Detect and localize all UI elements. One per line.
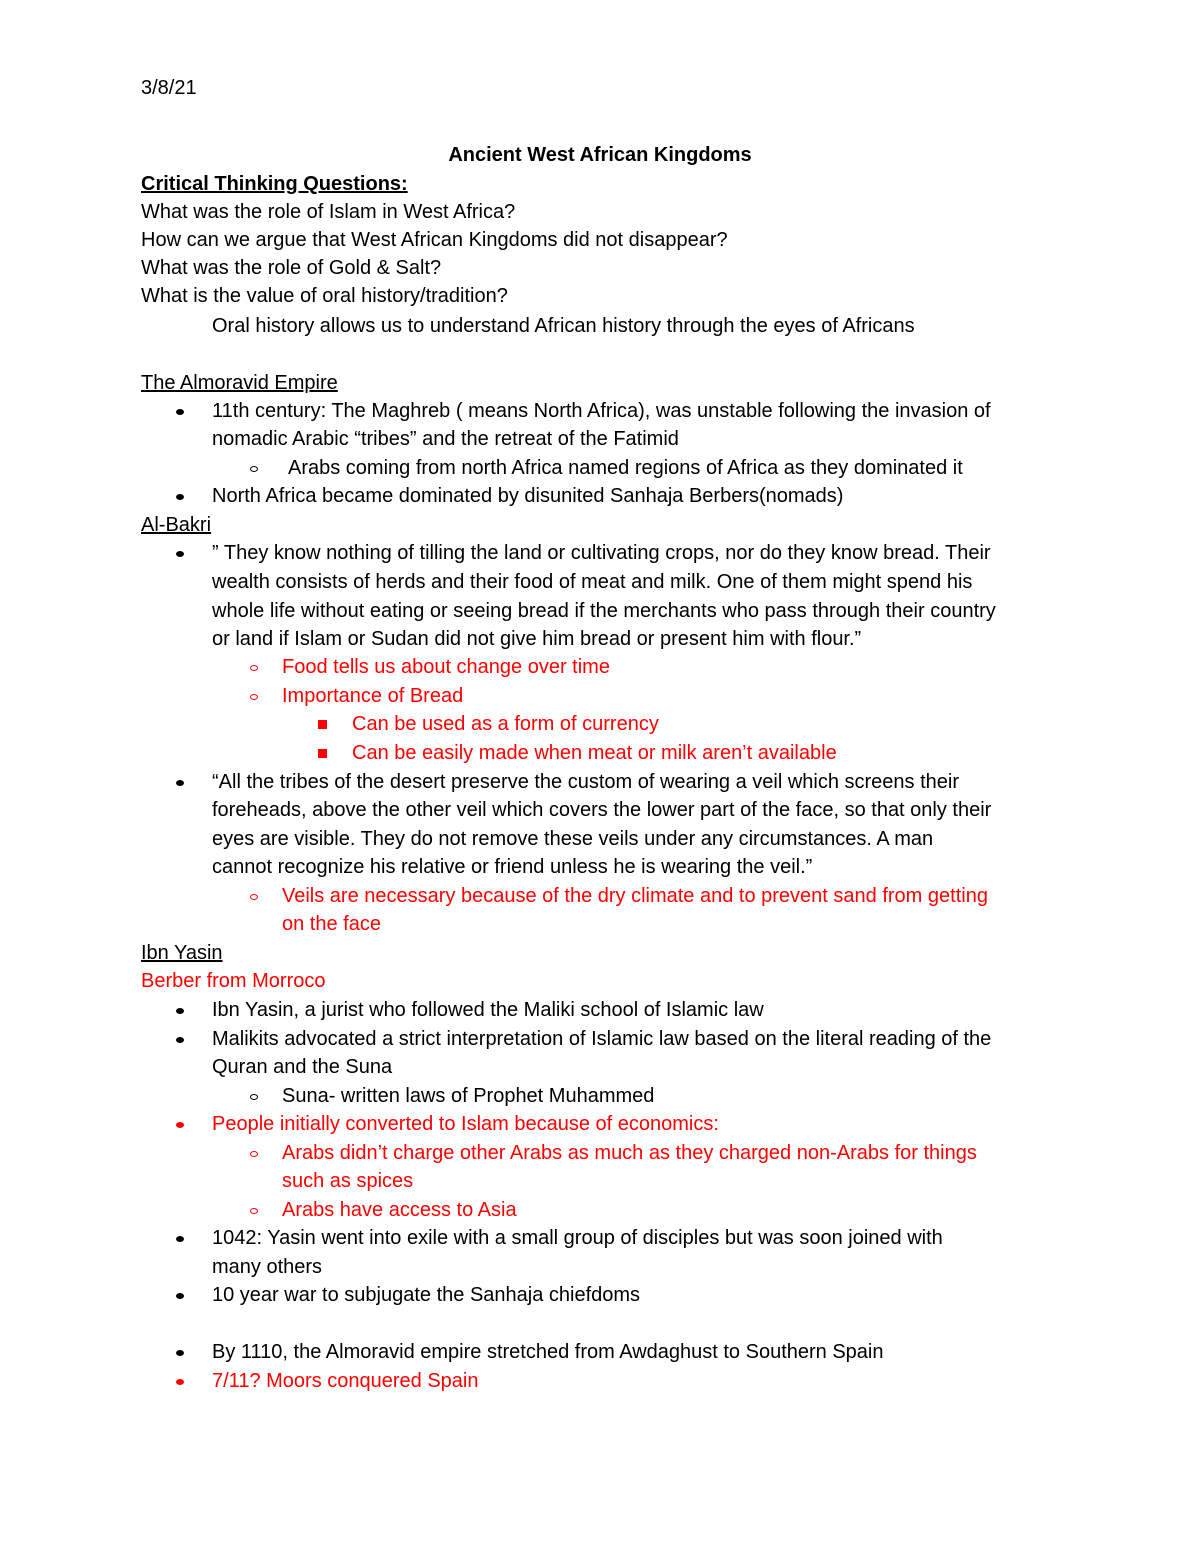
- almoravid-heading: The Almoravid Empire: [141, 372, 338, 394]
- bullet-disc-icon: [176, 551, 184, 557]
- quote-2-line-3: eyes are visible. They do not remove these veils under any circumstances. A man: [212, 828, 934, 850]
- ibnyasin-sub-arabs-charge-line-2: such as spices: [282, 1170, 414, 1192]
- note-bread: Importance of Bread: [282, 685, 464, 707]
- ibnyasin-bullet-6: By 1110, the Almoravid empire stretched from Awdaghust to Southern Spain: [212, 1341, 884, 1363]
- question-1: What was the role of Islam in West Africa?: [141, 201, 516, 223]
- quote-1-line-4: or land if Islam or Sudan did not give him bread or present him with flour.”: [212, 628, 862, 650]
- ibnyasin-sub-arabs-charge-line-1: Arabs didn’t charge other Arabs as much as they charged non-Arabs for things: [282, 1142, 977, 1164]
- question-3: What was the role of Gold & Salt?: [141, 257, 442, 279]
- note-bread-easy: Can be easily made when meat or milk aren’t available: [352, 742, 837, 764]
- bullet-disc-icon: [176, 780, 184, 786]
- note-food: Food tells us about change over time: [282, 656, 610, 678]
- bullet-circle-icon: [250, 665, 258, 671]
- ibnyasin-bullet-3: People initially converted to Islam because of economics:: [212, 1113, 719, 1135]
- bullet-disc-icon: [176, 1379, 184, 1385]
- ibnyasin-bullet-7: 7/11? Moors conquered Spain: [212, 1370, 479, 1392]
- page-title: Ancient West African Kingdoms: [448, 144, 752, 166]
- note-veils-line-2: on the face: [282, 913, 381, 935]
- quote-1-line-2: wealth consists of herds and their food of meat and milk. One of them might spend his: [212, 571, 973, 593]
- bullet-disc-icon: [176, 1037, 184, 1043]
- almoravid-bullet-2: North Africa became dominated by disunited Sanhaja Berbers(nomads): [212, 485, 844, 507]
- question-2: How can we argue that West African Kingdoms did not disappear?: [141, 229, 728, 251]
- question-4: What is the value of oral history/tradition?: [141, 285, 508, 307]
- bullet-disc-icon: [176, 1293, 184, 1299]
- bullet-circle-icon: [250, 466, 258, 472]
- albakri-heading: Al-Bakri: [141, 514, 212, 536]
- quote-1-line-1: ” They know nothing of tilling the land or cultivating crops, nor do they know bread. Their: [212, 542, 991, 564]
- bullet-circle-icon: [250, 1151, 258, 1157]
- ibnyasin-bullet-1: Ibn Yasin, a jurist who followed the Maliki school of Islamic law: [212, 999, 764, 1021]
- ibnyasin-bullet-5: 10 year war to subjugate the Sanhaja chiefdoms: [212, 1284, 641, 1306]
- ibnyasin-heading: Ibn Yasin: [141, 942, 223, 964]
- date: 3/8/21: [141, 77, 197, 99]
- ibnyasin-sub-suna: Suna- written laws of Prophet Muhammed: [282, 1085, 655, 1107]
- bullet-disc-icon: [176, 409, 184, 415]
- bullet-disc-icon: [176, 1350, 184, 1356]
- quote-2-line-2: foreheads, above the other veil which covers the lower part of the face, so that only their: [212, 799, 992, 821]
- ibnyasin-bullet-4-line-2: many others: [212, 1256, 323, 1278]
- bullet-circle-icon: [250, 1208, 258, 1214]
- ibnyasin-bullet-2-line-2: Quran and the Suna: [212, 1056, 393, 1078]
- quote-1-line-3: whole life without eating or seeing bread if the merchants who pass through their country: [212, 600, 996, 622]
- almoravid-sub-bullet: Arabs coming from north Africa named regions of Africa as they dominated it: [288, 457, 963, 479]
- bullet-circle-icon: [250, 894, 258, 900]
- bullet-circle-icon: [250, 1094, 258, 1100]
- ibnyasin-bullet-2-line-1: Malikits advocated a strict interpretation of Islamic law based on the literal reading of the: [212, 1028, 992, 1050]
- bullet-square-icon: [318, 720, 327, 729]
- bullet-disc-icon: [176, 1122, 184, 1128]
- bullet-disc-icon: [176, 494, 184, 500]
- critical-heading: Critical Thinking Questions:: [141, 173, 408, 195]
- note-veils-line-1: Veils are necessary because of the dry climate and to prevent sand from getting: [282, 885, 988, 907]
- bullet-disc-icon: [176, 1008, 184, 1014]
- quote-2-line-4: cannot recognize his relative or friend unless he is wearing the veil.”: [212, 856, 813, 878]
- bullet-circle-icon: [250, 694, 258, 700]
- oral-history-answer: Oral history allows us to understand African history through the eyes of Africans: [212, 315, 915, 337]
- note-bread-currency: Can be used as a form of currency: [352, 713, 659, 735]
- ibnyasin-sub-asia: Arabs have access to Asia: [282, 1199, 517, 1221]
- bullet-square-icon: [318, 749, 327, 758]
- bullet-disc-icon: [176, 1236, 184, 1242]
- almoravid-bullet-1-line-2: nomadic Arabic “tribes” and the retreat of the Fatimid: [212, 428, 679, 450]
- ibnyasin-bullet-4-line-1: 1042: Yasin went into exile with a small group of disciples but was soon joined with: [212, 1227, 943, 1249]
- ibnyasin-subheading: Berber from Morroco: [141, 970, 326, 992]
- almoravid-bullet-1-line-1: 11th century: The Maghreb ( means North Africa), was unstable following the invasion of: [212, 400, 991, 422]
- quote-2-line-1: “All the tribes of the desert preserve the custom of wearing a veil which screens their: [212, 771, 960, 793]
